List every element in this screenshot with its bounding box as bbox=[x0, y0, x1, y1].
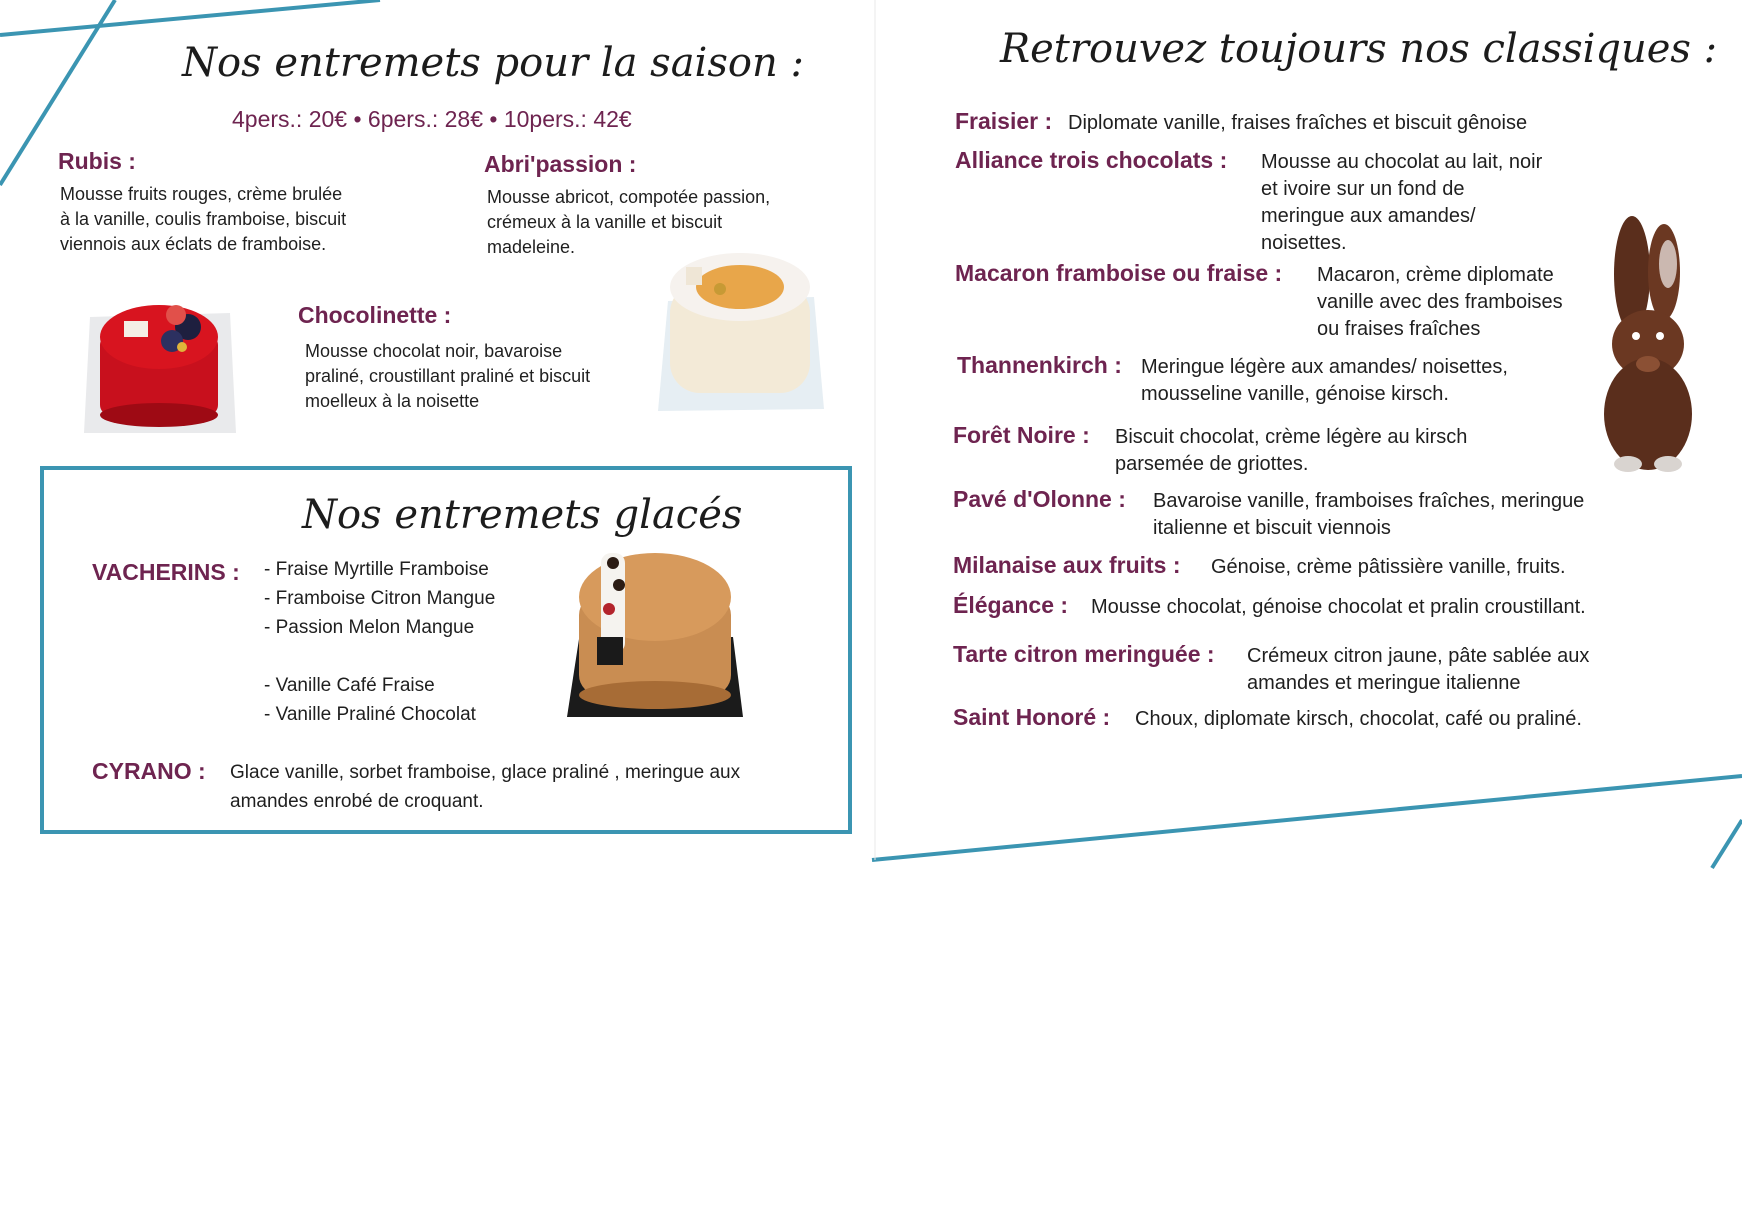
rubis-line: viennois aux éclats de framboise. bbox=[60, 234, 327, 254]
chocolate-bunny-image bbox=[1596, 214, 1696, 474]
classic-item-line: meringue aux amandes/ bbox=[1261, 205, 1476, 227]
classic-item-line: Choux, diplomate kirsch, chocolat, café ou praliné. bbox=[1135, 708, 1582, 730]
chocolinette-line: Mousse chocolat noir, bavaroise bbox=[305, 341, 563, 361]
cyrano-name: CYRANO : bbox=[92, 758, 206, 784]
classic-item-line: ou fraises fraîches bbox=[1317, 318, 1481, 340]
classic-item-line: Mousse au chocolat au lait, noir bbox=[1261, 151, 1543, 173]
vacherin-flavour: - Vanille Café Fraise bbox=[264, 675, 435, 696]
classic-item-description bbox=[1091, 594, 1586, 621]
abripassion-line: Mousse abricot, compotée passion, bbox=[487, 187, 771, 207]
classic-item-name: Saint Honoré : bbox=[953, 704, 1111, 730]
classic-item-line: noisettes. bbox=[1261, 232, 1347, 254]
classic-item-line: Macaron, crème diplomate bbox=[1317, 264, 1554, 286]
classic-item-description bbox=[1141, 354, 1508, 408]
classic-item-line: Mousse chocolat, génoise chocolat et pralin croustillant. bbox=[1091, 596, 1586, 618]
classic-item-line: Bavaroise vanille, framboises fraîches, meringue bbox=[1153, 490, 1585, 512]
vacherins-name: VACHERINS : bbox=[92, 559, 240, 585]
vacherin-flavour: - Vanille Praliné Chocolat bbox=[264, 704, 476, 725]
classic-item-line: amandes et meringue italienne bbox=[1247, 672, 1521, 694]
chocolinette-name: Chocolinette : bbox=[298, 302, 452, 328]
classic-item-line: Biscuit chocolat, crème légère au kirsch bbox=[1115, 426, 1468, 448]
classic-item-name: Alliance trois chocolats : bbox=[955, 147, 1228, 173]
classic-item-line: et ivoire sur un fond de bbox=[1261, 178, 1465, 200]
classic-item-description bbox=[1317, 262, 1563, 343]
rubis-description bbox=[60, 182, 400, 257]
classic-item-description bbox=[1261, 149, 1542, 257]
abripassion-name: Abri'passion : bbox=[484, 151, 637, 177]
classic-item-name: Fraisier : bbox=[955, 108, 1053, 134]
classic-item-line: Diplomate vanille, fraises fraîches et biscuit gênoise bbox=[1068, 112, 1528, 134]
vacherin-flavour: - Passion Melon Mangue bbox=[264, 617, 475, 638]
chocolinette-description bbox=[305, 339, 645, 414]
classic-item-description bbox=[1247, 643, 1589, 697]
classic-item-name: Tarte citron meringuée : bbox=[953, 641, 1215, 667]
abripassion-line: madeleine. bbox=[487, 237, 576, 257]
classic-item-line: parsemée de griottes. bbox=[1115, 453, 1309, 475]
classic-item-description bbox=[1211, 554, 1566, 581]
rubis-line: à la vanille, coulis framboise, biscuit bbox=[60, 209, 347, 229]
classic-item-name: Milanaise aux fruits : bbox=[953, 552, 1181, 578]
classic-item-line: mousseline vanille, génoise kirsch. bbox=[1141, 383, 1449, 405]
classic-item-line: Crémeux citron jaune, pâte sablée aux bbox=[1247, 645, 1590, 667]
classic-item-name: Élégance : bbox=[953, 592, 1069, 618]
classic-item-line: vanille avec des framboises bbox=[1317, 291, 1563, 313]
classic-item-name: Pavé d'Olonne : bbox=[953, 486, 1126, 512]
classic-item-description bbox=[1068, 110, 1527, 137]
abripassion-line: crémeux à la vanille et biscuit bbox=[487, 212, 723, 232]
classic-item-line: italienne et biscuit viennois bbox=[1153, 517, 1391, 539]
cyrano-line: amandes enrobé de croquant. bbox=[230, 791, 484, 812]
classic-item-description bbox=[1135, 706, 1582, 733]
glaces-title: Nos entremets glacés bbox=[302, 492, 743, 538]
chocolinette-line: moelleux à la noisette bbox=[305, 391, 480, 411]
cyrano-line: Glace vanille, sorbet framboise, glace praliné , meringue aux bbox=[230, 762, 741, 783]
classics-title: Retrouvez toujours nos classiques : bbox=[1000, 26, 1718, 72]
vacherin-cake-image bbox=[565, 545, 745, 720]
classic-item-name: Forêt Noire : bbox=[953, 422, 1090, 448]
classic-item-name: Macaron framboise ou fraise : bbox=[955, 260, 1283, 286]
abripassion-cake-image bbox=[656, 245, 826, 415]
price-list: 4pers.: 20€ • 6pers.: 28€ • 10pers.: 42€ bbox=[232, 106, 632, 132]
classic-item-description bbox=[1115, 424, 1467, 478]
classic-item-line: Meringue légère aux amandes/ noisettes, bbox=[1141, 356, 1508, 378]
vacherin-flavour: - Fraise Myrtille Framboise bbox=[264, 559, 489, 580]
vacherin-flavour: - Framboise Citron Mangue bbox=[264, 588, 496, 609]
classic-item-name: Thannenkirch : bbox=[957, 352, 1122, 378]
rubis-cake-image bbox=[80, 275, 240, 435]
rubis-line: Mousse fruits rouges, crème brulée bbox=[60, 184, 343, 204]
classic-item-line: Génoise, crème pâtissière vanille, fruits. bbox=[1211, 556, 1566, 578]
classic-item-description bbox=[1153, 488, 1584, 542]
rubis-name: Rubis : bbox=[58, 148, 136, 174]
chocolinette-line: praliné, croustillant praliné et biscuit bbox=[305, 366, 591, 386]
season-title: Nos entremets pour la saison : bbox=[182, 40, 804, 86]
